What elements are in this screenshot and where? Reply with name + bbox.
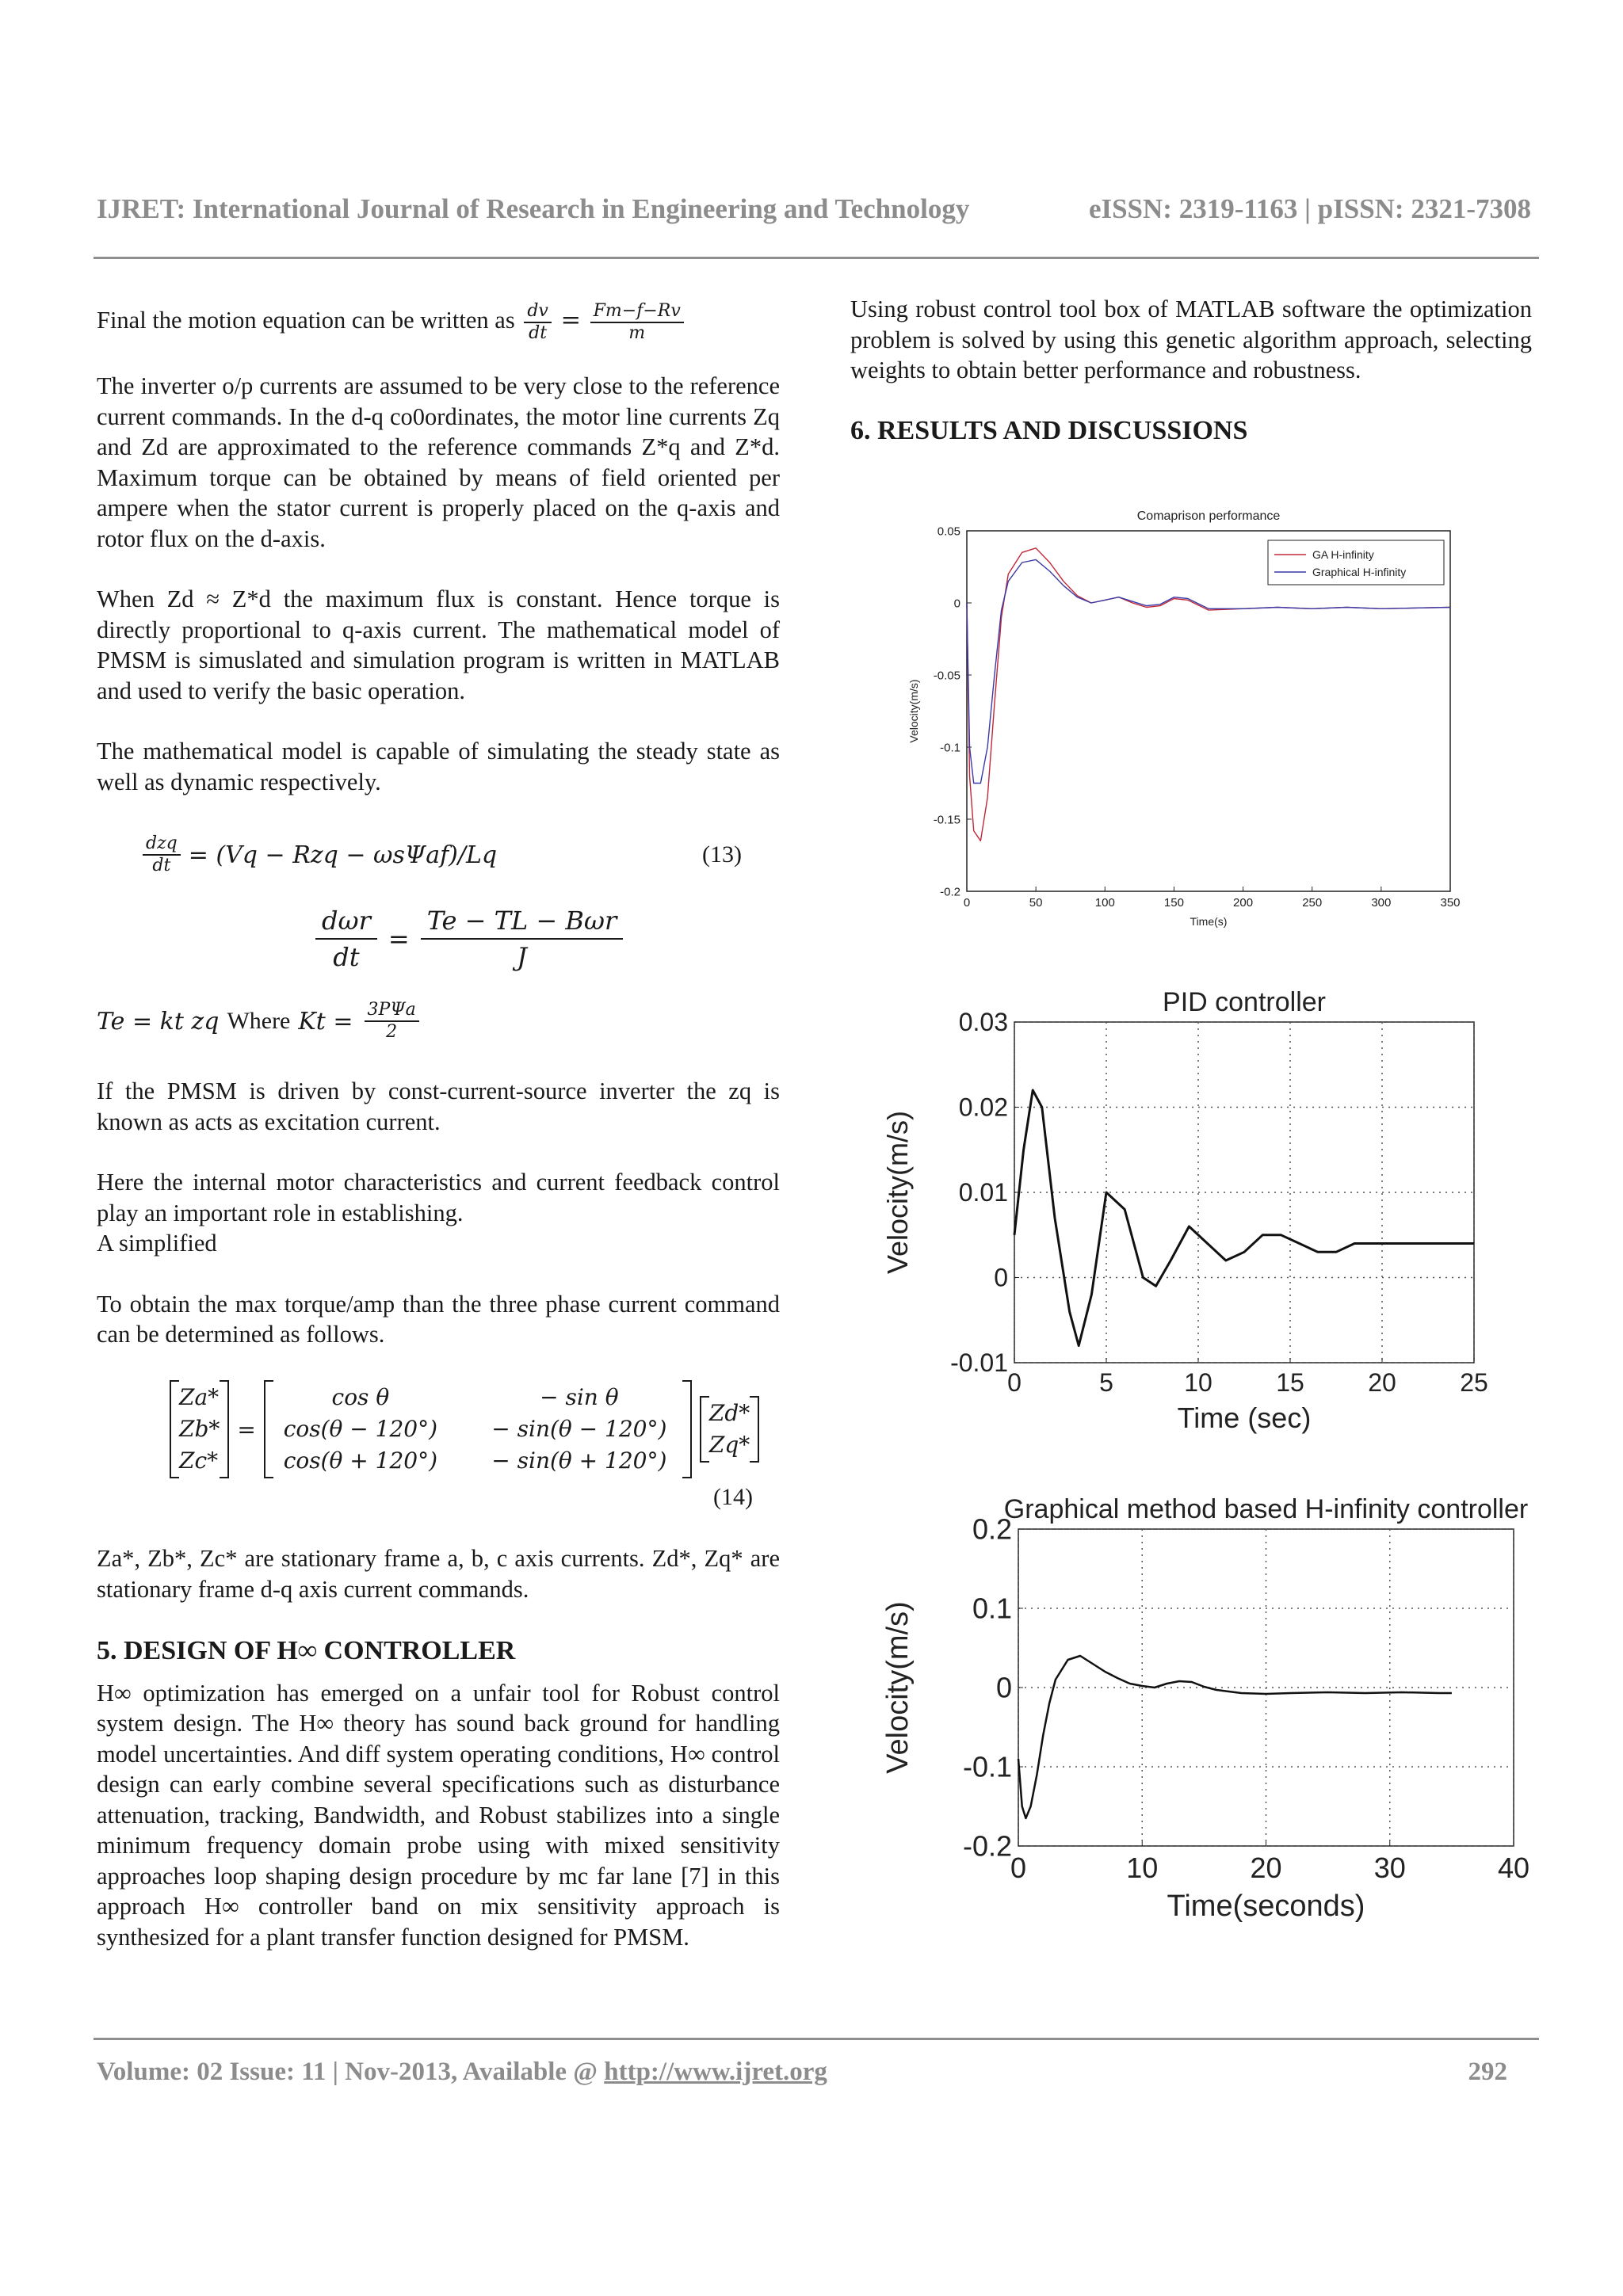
x-tick-label: 5 <box>1099 1368 1113 1397</box>
equation-omega: dωr dt = Te − TL − Bωr J <box>315 903 623 974</box>
page-number: 292 <box>1468 2058 1507 2086</box>
chart-title: Graphical method based H-infinity controller <box>1003 1494 1529 1524</box>
y-tick-label: -0.01 <box>950 1348 1008 1378</box>
page-header <box>97 193 1531 225</box>
issn: eISSN: 2319-1163 | pISSN: 2321-7308 <box>1088 193 1531 224</box>
y-tick-label: 0.01 <box>958 1178 1008 1207</box>
legend-label: GA H-infinity <box>1312 548 1374 561</box>
x-tick-label: 300 <box>1371 896 1392 910</box>
footer-volume: Volume: 02 Issue: 11 | Nov-2013, Available @ <box>97 2058 598 2086</box>
para-three-phase: To obtain the max torque/amp than the three phase current command can be determined as follows. <box>97 1290 780 1348</box>
header-rule <box>94 257 1539 259</box>
y-tick-label: 0 <box>994 1263 1008 1292</box>
footer-link[interactable]: http://www.ijret.org <box>604 2058 827 2086</box>
y-axis-label: Velocity(m/s) <box>881 1601 915 1774</box>
eq14-label: (14) <box>713 1484 753 1510</box>
left-column-mid <box>97 1076 780 1350</box>
right-column <box>850 294 1532 446</box>
section-5-heading: 5. DESIGN OF H∞ CONTROLLER <box>97 1636 516 1665</box>
matrix-lhs: Za* Zb* Zc* <box>170 1380 229 1478</box>
y-tick-label: -0.05 <box>933 669 960 683</box>
y-tick-label: 0.05 <box>937 524 960 539</box>
x-tick-label: 30 <box>1373 1852 1406 1884</box>
para-max-flux: When Zd ≈ Z*d the maximum flux is constant. Hence torque is directly proportional to q-axis current. The mathematical model of PMSM is simuslated and simulation program is written in MATLAB and used to verify the basic operation. <box>97 585 780 704</box>
x-tick-label: 20 <box>1368 1368 1396 1397</box>
y-tick-label: 0.2 <box>972 1512 1012 1546</box>
para-robust-toolbox: Using robust control tool box of MATLAB software the optimization problem is solved by using this genetic algorithm approach, selecting weights to obtain better performance and robustness. <box>850 296 1532 383</box>
eq-dv-dt: $\frac{dv}{dt}$ <box>524 301 552 344</box>
x-axis-label: Time(seconds) <box>1167 1890 1365 1923</box>
h-infinity-chart <box>881 1474 1533 1925</box>
x-tick-label: 15 <box>1276 1368 1304 1397</box>
x-tick-label: 40 <box>1497 1852 1530 1884</box>
x-tick-label: 10 <box>1184 1368 1212 1397</box>
matrix-rhs: Zd* Zq* <box>700 1396 759 1463</box>
x-tick-label: 20 <box>1250 1852 1282 1884</box>
y-tick-label: 0 <box>953 597 960 611</box>
journal-title: IJRET: International Journal of Research in Engineering and Technology <box>97 193 970 224</box>
x-tick-label: 10 <box>1126 1852 1159 1884</box>
y-tick-label: 0 <box>995 1671 1012 1704</box>
x-tick-label: 0 <box>963 896 971 910</box>
x-tick-label: 100 <box>1094 896 1115 910</box>
x-tick-label: 150 <box>1163 896 1184 910</box>
y-tick-label: 0.1 <box>972 1592 1012 1625</box>
section-6-heading: 6. RESULTS AND DISCUSSIONS <box>850 415 1248 445</box>
y-tick-label: 0.02 <box>958 1093 1008 1122</box>
motion-equation-line: Final the motion equation can be written as $\frac{dv}{dt}$ = $\frac{Fm-f-Rv}{m}$ <box>97 301 780 344</box>
x-tick-label: 350 <box>1440 896 1461 910</box>
x-tick-label: 50 <box>1029 896 1043 910</box>
y-tick-label: -0.2 <box>962 1829 1012 1863</box>
para-motor-characteristics: Here the internal motor characteristics and current feedback control play an important role in establishing. <box>97 1169 780 1226</box>
motion-intro: Final the motion equation can be written as <box>97 307 515 334</box>
equation-torque: Te = kt zq Where Kt = $\frac{\text{3PΨa}}{2}$ <box>97 1000 422 1043</box>
x-axis-label: Time(s) <box>1190 915 1228 928</box>
y-axis-label: Velocity(m/s) <box>907 679 920 743</box>
pid-chart <box>881 959 1494 1434</box>
matrix-rotation: cos θ − sin θ cos(θ − 120°) − sin(θ − 120°) cos(θ + 120°) − sin(θ + 120°) <box>264 1380 692 1478</box>
chart-title: PID controller <box>1163 987 1326 1017</box>
y-tick-label: 0.03 <box>958 1008 1008 1037</box>
para-inverter: The inverter o/p currents are assumed to be very close to the reference current commands. In the d-q co0ordinates, the motor line currents Zq and Zd are approximated to the reference commands Z*q and Z*d. Maximum torque can be obtained by means of field oriented per ampere when the stator current is properly placed on the q-axis and rotor flux on the d-axis. <box>97 372 780 552</box>
para-simplified: A simplified <box>97 1230 217 1257</box>
equation-14: Za* Zb* Zc* = cos θ − sin θ cos(θ − 120°) − sin(θ − 120°) cos(θ + 120°) − sin(θ + 120°) Zd* Zq* <box>170 1380 759 1478</box>
legend-label: Graphical H-infinity <box>1312 566 1407 578</box>
para-excitation: If the PMSM is driven by const-current-source inverter the zq is known as acts as excitation current. <box>97 1077 780 1135</box>
x-tick-label: 25 <box>1460 1368 1488 1397</box>
comparison-chart <box>903 499 1461 928</box>
eq-force: $\frac{Fm-f-Rv}{m}$ <box>590 301 684 344</box>
left-column-bottom <box>97 1543 780 1952</box>
x-tick-label: 250 <box>1302 896 1323 910</box>
para-model: The mathematical model is capable of simulating the steady state as well as dynamic respectively. <box>97 738 780 795</box>
chart-title: Comaprison performance <box>1136 509 1281 523</box>
x-tick-label: 200 <box>1233 896 1254 910</box>
left-column <box>97 301 780 797</box>
footer-rule <box>94 2038 1539 2040</box>
x-axis-label: Time (sec) <box>1177 1402 1312 1434</box>
x-tick-label: 0 <box>1010 1852 1027 1884</box>
y-tick-label: -0.1 <box>940 741 960 755</box>
y-tick-label: -0.1 <box>962 1750 1012 1783</box>
equation-13: $\frac{\text{dzq}}{dt}$ = (Vq − Rzq − ωsΨaf)/Lq (13) <box>139 833 742 876</box>
x-tick-label: 0 <box>1007 1368 1022 1397</box>
y-axis-label: Velocity(m/s) <box>881 1110 914 1275</box>
eq13-label: (13) <box>702 841 742 868</box>
page-footer <box>97 2058 1507 2087</box>
y-tick-label: -0.15 <box>933 813 960 827</box>
para-stationary-frame: Za*, Zb*, Zc* are stationary frame a, b, c axis currents. Zd*, Zq* are stationary frame d-q axis current commands. <box>97 1545 780 1603</box>
y-tick-label: -0.2 <box>940 885 960 899</box>
para-h-infinity: H∞ optimization has emerged on a unfair tool for Robust control system design. The H∞ theory has sound back ground for handling model uncertainties. And diff system operating conditions, H∞ control design can early combine several specifications such as disturbance attenuation, tracking, Bandwidth, and Robust stabilizes into a single minimum frequency domain probe using with mixed sensitivity approaches loop shaping design procedure by mc far lane [7] in this approach H∞ controller band on mix sensitivity approach is synthesized for a plant transfer function designed for PMSM. <box>97 1679 780 1951</box>
